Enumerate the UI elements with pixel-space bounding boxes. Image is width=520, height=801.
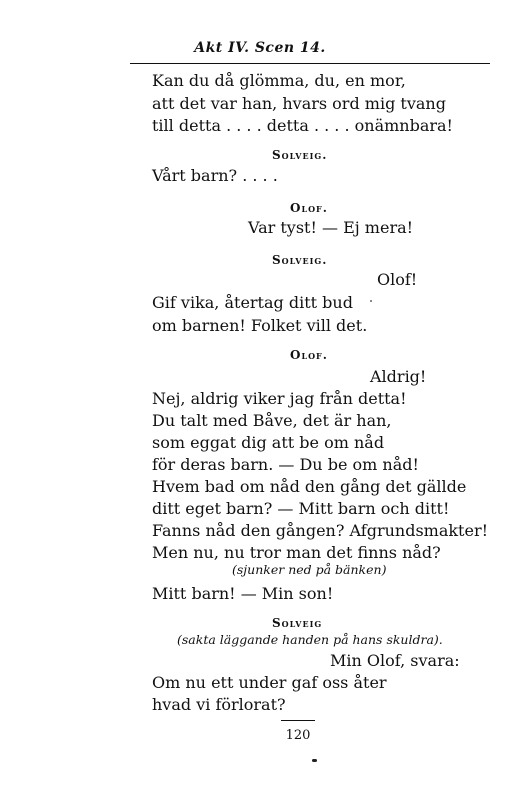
- ink-speck: [312, 759, 317, 762]
- page-number: 120: [285, 728, 311, 743]
- speaker-solveig-2: Solveig.: [272, 253, 328, 267]
- verse-line-11: Du talt med Båve, det är han,: [152, 411, 392, 430]
- verse-line-19: Min Olof, svara:: [330, 651, 460, 670]
- speaker-solveig-3: Solveig: [272, 616, 323, 630]
- verse-line-12: som eggat dig att be om nåd: [152, 433, 385, 452]
- header-rule: [130, 63, 490, 64]
- verse-line-21: hvad vi förlorat?: [152, 695, 286, 714]
- stage-direction-1: (sjunker ned på bänken): [232, 562, 387, 577]
- verse-line-2: att det var han, hvars ord mig tvang: [152, 94, 446, 113]
- stage-direction-2: (sakta läggande handen på hans skuldra).: [177, 632, 443, 647]
- verse-line-4: Vårt barn? . . . .: [152, 166, 278, 185]
- speaker-olof-2: Olof.: [290, 348, 328, 362]
- verse-line-17: Men nu, nu tror man det finns nåd?: [152, 543, 441, 562]
- verse-line-5: Var tyst! — Ej mera!: [248, 218, 414, 237]
- verse-line-16: Fanns nåd den gången? Afgrundsmakter!: [152, 521, 489, 540]
- verse-line-18: Mitt barn! — Min son!: [152, 584, 334, 603]
- verse-line-1: Kan du då glömma, du, en mor,: [152, 71, 406, 90]
- verse-line-9: Aldrig!: [370, 367, 427, 386]
- footer-rule: [281, 720, 315, 721]
- ink-speck-small: [370, 300, 372, 302]
- speaker-solveig-1: Solveig.: [272, 148, 328, 162]
- verse-line-8: om barnen! Folket vill det.: [152, 316, 368, 335]
- verse-line-7: Gif vika, återtag ditt bud: [152, 293, 353, 312]
- verse-line-15: ditt eget barn? — Mitt barn och ditt!: [152, 499, 450, 518]
- verse-line-10: Nej, aldrig viker jag från detta!: [152, 389, 407, 408]
- verse-line-14: Hvem bad om nåd den gång det gällde: [152, 477, 467, 496]
- speaker-olof-1: Olof.: [290, 201, 328, 215]
- verse-line-3: till detta . . . . detta . . . . onämnbara!: [152, 116, 453, 135]
- verse-line-13: för deras barn. — Du be om nåd!: [152, 455, 419, 474]
- verse-line-20: Om nu ett under gaf oss åter: [152, 673, 387, 692]
- running-head: Akt IV. Scen 14.: [194, 40, 326, 56]
- verse-line-6: Olof!: [377, 270, 418, 289]
